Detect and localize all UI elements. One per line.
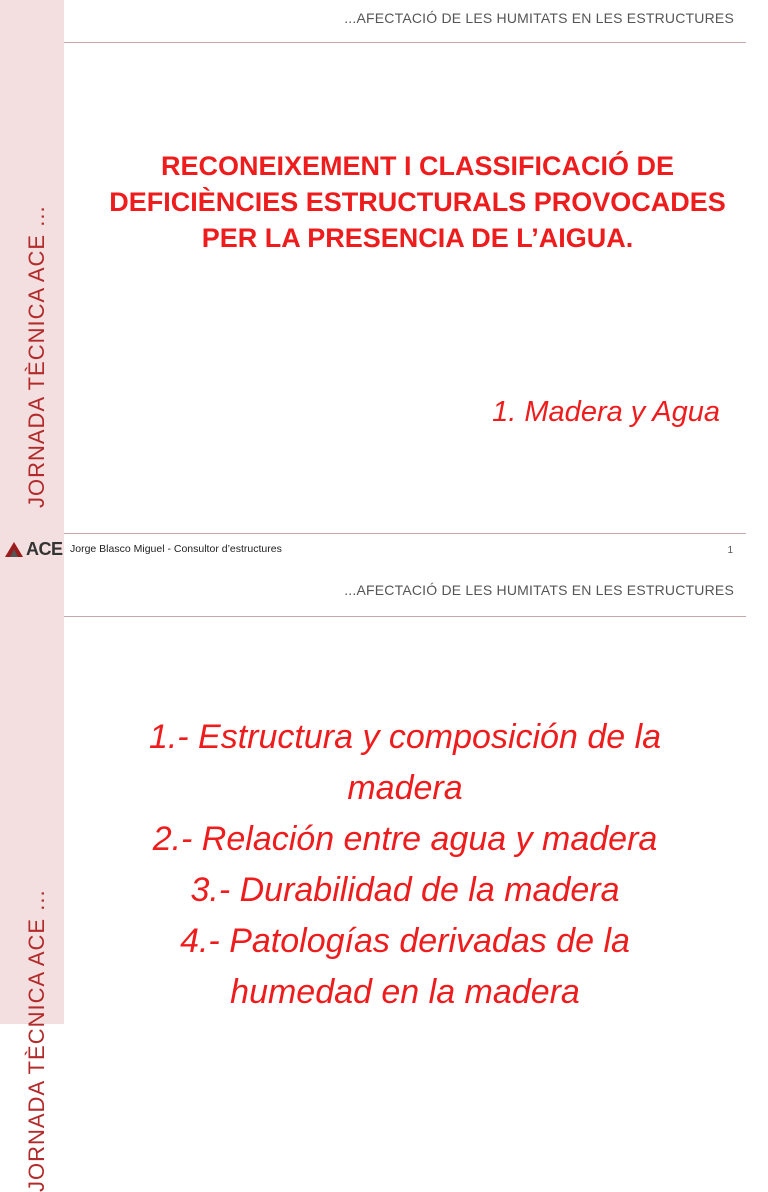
topics-list [80, 712, 730, 1018]
title-line: RECONEIXEMENT I CLASSIFICACIÓ DE [160, 151, 675, 181]
footer-divider [64, 533, 746, 534]
slide-title [90, 148, 745, 256]
list-line: 2.- Relación entre agua y madera [152, 820, 658, 858]
list-line: humedad en la madera [230, 973, 580, 1011]
header-divider [64, 616, 746, 617]
header-divider [64, 42, 746, 43]
list-line: 1.- Estructura y composición de la [148, 718, 662, 756]
page-number: 1 [727, 545, 733, 556]
title-line: PER LA PRESENCIA DE L’AIGUA. [201, 223, 634, 253]
list-line: 3.- Durabilidad de la madera [190, 871, 620, 909]
slide-header: ...AFECTACIÓ DE LES HUMITATS EN LES ESTRUCTURES [344, 10, 734, 26]
sidebar-title: JORNADA TÈCNICA ACE ... [24, 889, 49, 1192]
sidebar-title: JORNADA TÈCNICA ACE ... [24, 205, 49, 508]
slide-header: ...AFECTACIÓ DE LES HUMITATS EN LES ESTRUCTURES [344, 582, 734, 598]
list-line: madera [347, 769, 463, 807]
slide-2 [0, 572, 768, 1192]
logo-text: ACE [26, 538, 63, 559]
ace-logo-icon [4, 540, 24, 558]
slide-subtitle: 1. Madera y Agua [492, 396, 720, 428]
list-line: 4.- Patologías derivadas de la [180, 922, 630, 960]
slide-1 [0, 0, 768, 572]
footer-author: Jorge Blasco Miguel - Consultor d’estructures [70, 543, 282, 555]
ace-logo [4, 538, 63, 560]
title-line: DEFICIÈNCIES ESTRUCTURALS PROVOCADES [109, 187, 726, 217]
